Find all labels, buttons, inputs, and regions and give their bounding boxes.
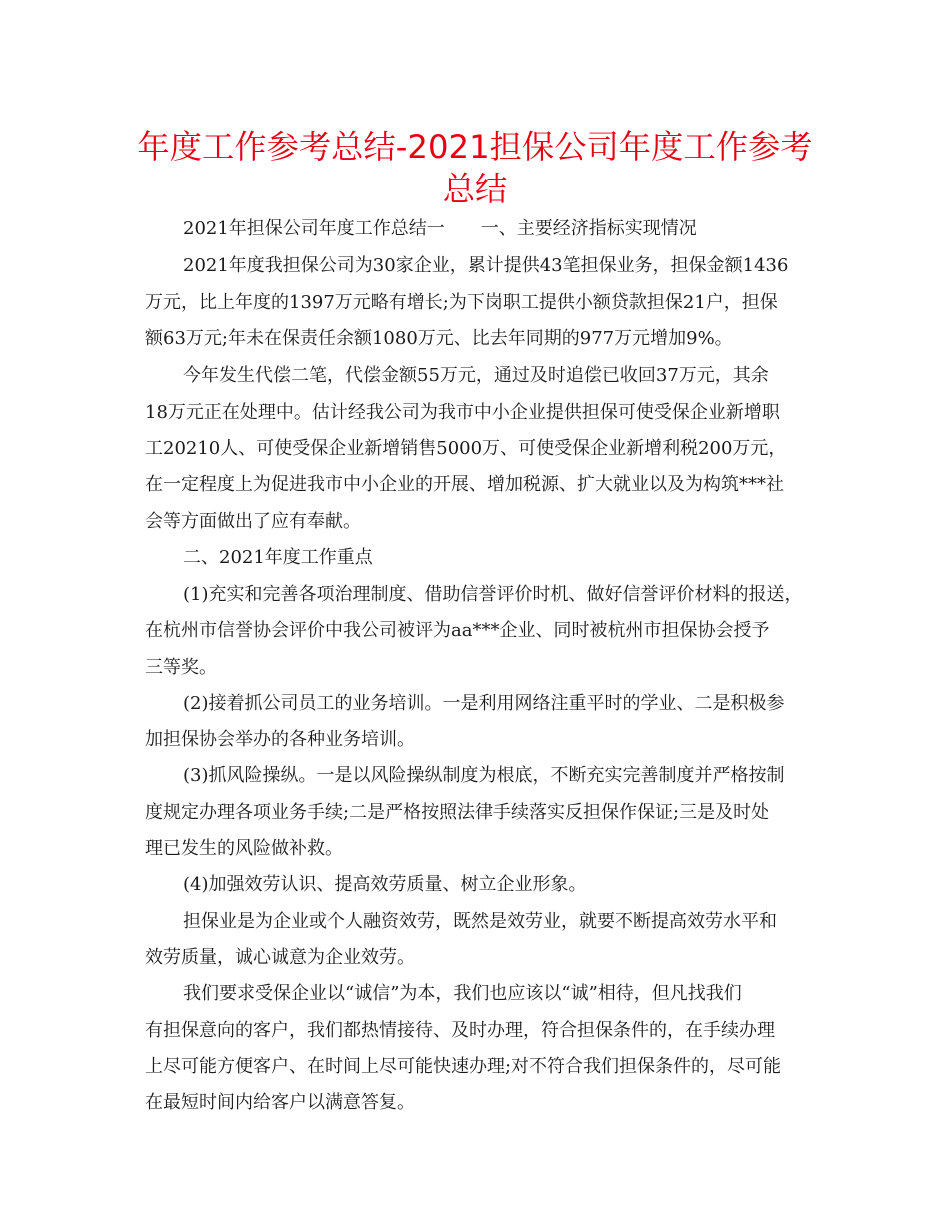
body-line: 2021年度我担保公司为30家企业，累计提供43笔担保业务，担保金额1436 bbox=[183, 255, 789, 276]
body-line: 在最短时间内给客户以满意答复。 bbox=[145, 1092, 415, 1113]
body-line: 会等方面做出了应有奉献。 bbox=[145, 511, 361, 532]
body-line: 三等奖。 bbox=[145, 657, 217, 678]
body-line: 我们要求受保企业以“诚信”为本，我们也应该以“诚”相待，但凡找我们 bbox=[183, 983, 742, 1004]
section-heading: 二、2021年度工作重点 bbox=[183, 547, 373, 568]
document-title-line-1: 年度工作参考总结-2021担保公司年度工作参考 bbox=[137, 128, 813, 166]
body-line: 上尽可能方便客户、在时间上尽可能快速办理;对不符合我们担保条件的，尽可能 bbox=[145, 1056, 782, 1077]
body-line: 效劳质量，诚心诚意为企业效劳。 bbox=[145, 947, 415, 968]
body-line: 工20210人、可使受保企业新增销售5000万、可使受保企业新增利税200万元， bbox=[145, 438, 787, 459]
body-line: (3)抓风险操纵。一是以风险操纵制度为根底，不断充实完善制度并严格按制 bbox=[183, 765, 785, 786]
document-title-line-2: 总结 bbox=[442, 170, 508, 208]
body-line: 担保业是为企业或个人融资效劳，既然是效劳业，就要不断提高效劳水平和 bbox=[183, 911, 777, 932]
body-line: 2021年担保公司年度工作总结一 一、主要经济指标实现情况 bbox=[183, 218, 697, 239]
body-line: 额63万元;年未在保责任余额1080万元、比去年同期的977万元增加9%。 bbox=[145, 328, 733, 349]
body-line: 有担保意向的客户，我们都热情接待、及时办理，符合担保条件的，在手续办理 bbox=[145, 1020, 775, 1041]
body-line: 18万元正在处理中。估计经我公司为我市中小企业提供担保可使受保企业新增职 bbox=[145, 402, 780, 423]
body-line: 在杭州市信誉协会评价中我公司被评为aa***企业、同时被杭州市担保协会授予 bbox=[145, 620, 770, 641]
body-line: (1)充实和完善各项治理制度、借助信誉评价时机、做好信誉评价材料的报送， bbox=[183, 584, 803, 605]
body-line: (2)接着抓公司员工的业务培训。一是利用网络注重平时的学业、二是积极参 bbox=[183, 693, 785, 714]
body-line: 理已发生的风险做补救。 bbox=[145, 838, 343, 859]
body-line: 今年发生代偿二笔，代偿金额55万元，通过及时追偿已收回37万元，其余 bbox=[183, 365, 769, 386]
body-line: (4)加强效劳认识、提高效劳质量、树立企业形象。 bbox=[183, 874, 587, 895]
body-line: 在一定程度上为促进我市中小企业的开展、增加税源、扩大就业以及为构筑***社 bbox=[145, 474, 784, 495]
body-line: 度规定办理各项业务手续;二是严格按照法律手续落实反担保作保证;三是及时处 bbox=[145, 802, 770, 823]
body-line: 万元，比上年度的1397万元略有增长;为下岗职工提供小额贷款担保21户，担保 bbox=[145, 292, 778, 313]
body-line: 加担保协会举办的各种业务培训。 bbox=[145, 729, 415, 750]
